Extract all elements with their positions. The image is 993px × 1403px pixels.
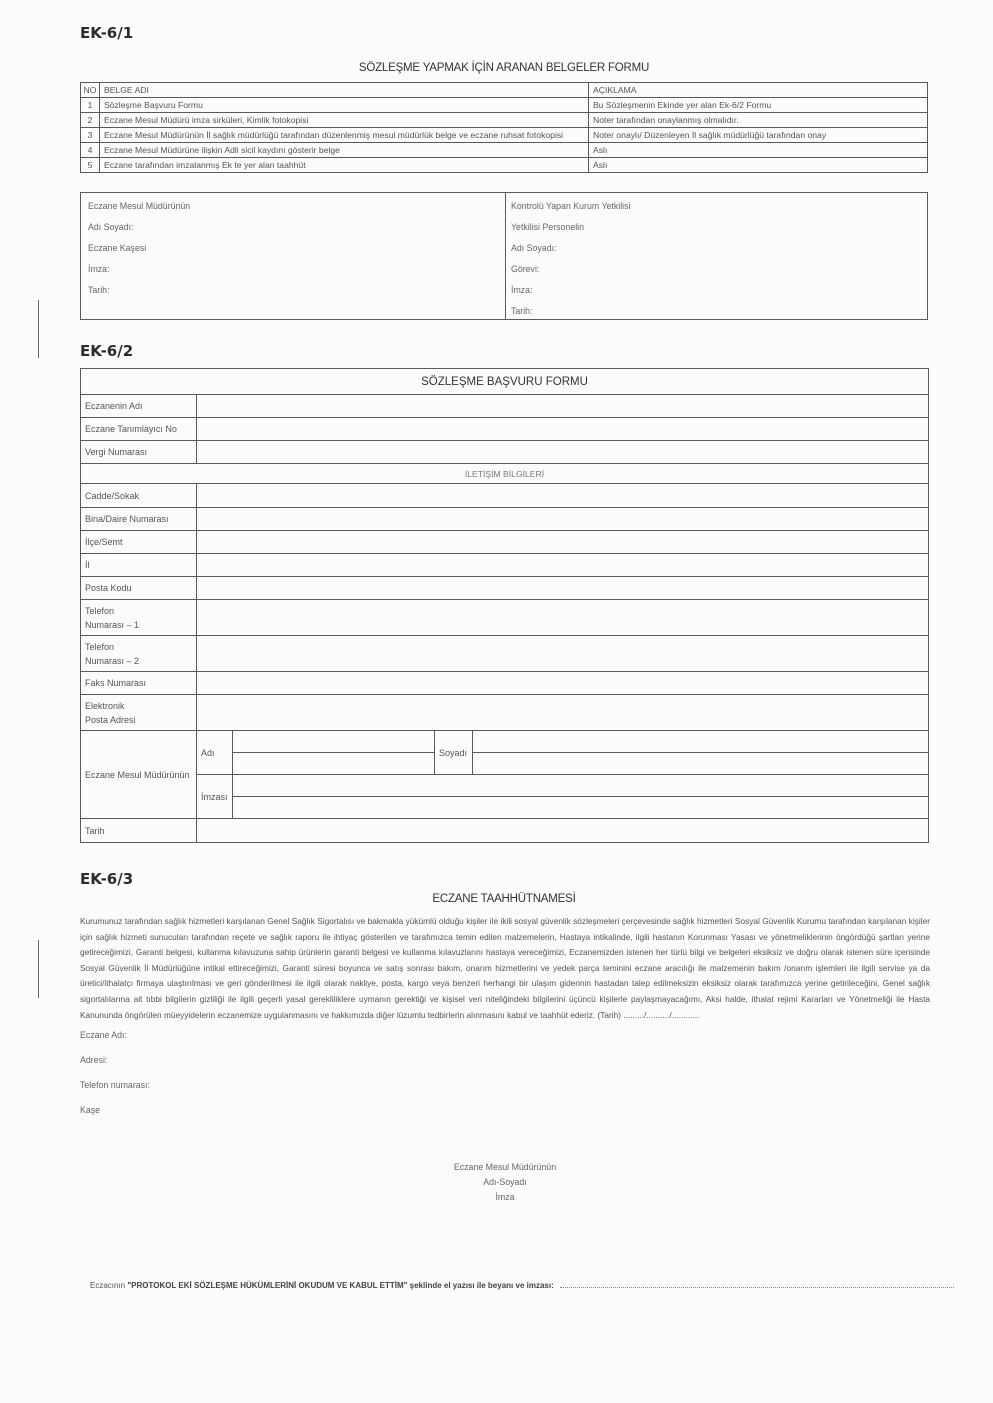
field-label: Eczane Mesul Müdürünün xyxy=(81,731,197,819)
ek1-heading: EK-6/1 xyxy=(80,24,134,42)
row-name: Eczane Mesul Müdürünün İl sağlık müdürlüğü tarafından düzenlenmiş mesul müdürlük belge ve eczane ruhsat fotokopisi xyxy=(100,128,589,143)
field-label: Eczane Tanımlayıcı No xyxy=(81,418,197,441)
application-form-table xyxy=(80,368,929,843)
field-label: Eczane Adı: xyxy=(80,1030,127,1040)
col-no: NO xyxy=(81,83,100,98)
ek3-heading: EK-6/3 xyxy=(80,870,134,888)
institution-signature-fields xyxy=(511,199,630,325)
row-no: 1 xyxy=(81,98,100,113)
documents-table xyxy=(80,82,928,173)
fax-field[interactable] xyxy=(197,672,929,695)
signature-block xyxy=(405,1160,605,1205)
street-field[interactable] xyxy=(197,484,929,508)
field-label: Tarih: xyxy=(511,306,533,316)
footer-suffix: şeklinde el yazısı ile beyanı ve imzası: xyxy=(409,1281,554,1290)
ek2-title: SÖZLEŞME BAŞVURU FORMU xyxy=(81,369,929,395)
field-label: Eczane Kaşesi xyxy=(88,243,147,253)
row-desc: Aslı xyxy=(589,158,928,173)
row-desc: Noter tarafından onaylanmış olmalıdır. xyxy=(589,113,928,128)
contact-section-title: İLETİŞİM BİLGİLERİ xyxy=(81,464,929,484)
tax-number-field[interactable] xyxy=(197,441,929,464)
signature-dotted-line[interactable] xyxy=(560,1280,954,1288)
pharmacy-id-field[interactable] xyxy=(197,418,929,441)
label-line: Posta Adresi xyxy=(85,714,136,725)
field-label: Adı Soyadı: xyxy=(511,243,557,253)
label-line: Telefon xyxy=(85,605,115,616)
field-label: İlçe/Semt xyxy=(81,531,197,554)
field-label: Tarih: xyxy=(88,285,110,295)
table-row xyxy=(81,158,928,173)
row-no: 3 xyxy=(81,128,100,143)
email-field[interactable] xyxy=(197,695,929,731)
table-row xyxy=(81,98,928,113)
col-name: BELGE ADI xyxy=(100,83,589,98)
row-no: 2 xyxy=(81,113,100,128)
field-label: Kaşe xyxy=(80,1105,101,1115)
footer-declaration xyxy=(90,1280,954,1290)
table-row xyxy=(81,128,928,143)
postal-code-field[interactable] xyxy=(197,577,929,600)
field-label: Yetkilisi Personelin xyxy=(511,222,585,232)
field-label: Eczanenin Adı xyxy=(81,395,197,418)
table-header-row xyxy=(81,83,928,98)
building-number-field[interactable] xyxy=(197,508,929,531)
field-label: Bina/Daire Numarası xyxy=(81,508,197,531)
field-label: Adresi: xyxy=(80,1055,108,1065)
field-label: İmza: xyxy=(88,264,110,274)
footer-bold: "PROTOKOL EKİ SÖZLEŞME HÜKÜMLERİNİ OKUDUM VE KABUL ETTİM" xyxy=(127,1281,408,1290)
field-label xyxy=(81,695,197,731)
row-name: Eczane tarafından imzalanmış Ek te yer alan taahhüt xyxy=(100,158,589,173)
sign-line: İmza xyxy=(495,1192,515,1202)
label-line: Numarası – 1 xyxy=(85,619,140,630)
label-line: Elektronik xyxy=(85,700,125,711)
field-label: Görevi: xyxy=(511,264,540,274)
field-label: İmza: xyxy=(511,285,533,295)
table-row xyxy=(81,113,928,128)
field-label: Eczane Mesul Müdürünün xyxy=(88,201,191,211)
signature-field-line[interactable] xyxy=(233,797,929,819)
field-label xyxy=(81,636,197,672)
row-desc: Noter onaylı/ Düzenleyen İl sağlık müdürlüğü tarafından onay xyxy=(589,128,928,143)
field-label: Adı xyxy=(197,731,233,775)
field-label: Posta Kodu xyxy=(81,577,197,600)
table-row xyxy=(81,143,928,158)
sign-line: Eczane Mesul Müdürünün xyxy=(453,1162,557,1172)
surname-field-line[interactable] xyxy=(473,753,929,775)
pharmacy-name-field[interactable] xyxy=(197,395,929,418)
field-label: Telefon numarası: xyxy=(80,1080,150,1090)
ek1-title: SÖZLEŞME YAPMAK İÇİN ARANAN BELGELER FORMU xyxy=(358,62,650,74)
field-label: Cadde/Sokak xyxy=(81,484,197,508)
field-label: Kontrolü Yapan Kurum Yetkilisi xyxy=(511,201,631,211)
ek2-heading: EK-6/2 xyxy=(80,342,134,360)
phone2-field[interactable] xyxy=(197,636,929,672)
manager-signature-fields xyxy=(88,199,190,304)
name-field-line[interactable] xyxy=(233,753,435,775)
row-no: 4 xyxy=(81,143,100,158)
control-signature-box xyxy=(80,192,928,320)
surname-field[interactable] xyxy=(473,731,929,753)
date-field[interactable] xyxy=(197,819,929,843)
province-field[interactable] xyxy=(197,554,929,577)
binding-mark xyxy=(38,300,39,358)
field-label xyxy=(81,600,197,636)
field-label: Vergi Numarası xyxy=(81,441,197,464)
row-name: Eczane Mesul Müdürü imza sirküleri, Kimlik fotokopisi xyxy=(100,113,589,128)
field-label: Adı Soyadı: xyxy=(88,222,134,232)
row-name: Eczane Mesul Müdürüne ilişkin Adli sicil kaydını gösterir belge xyxy=(100,143,589,158)
row-name: Sözleşme Başvuru Formu xyxy=(100,98,589,113)
district-field[interactable] xyxy=(197,531,929,554)
field-label: Soyadı xyxy=(435,731,473,775)
name-field[interactable] xyxy=(233,731,435,753)
phone1-field[interactable] xyxy=(197,600,929,636)
footer-prefix: Eczacının xyxy=(90,1281,126,1290)
field-label: İmzası xyxy=(197,775,233,819)
binding-mark xyxy=(38,940,39,998)
row-desc: Aslı xyxy=(589,143,928,158)
sign-line: Adı-Soyadı xyxy=(483,1177,527,1187)
field-label: İl xyxy=(81,554,197,577)
divider xyxy=(505,193,506,319)
field-label: Faks Numarası xyxy=(81,672,197,695)
col-desc: AÇIKLAMA xyxy=(589,83,928,98)
commitment-paragraph: Kurumunuz tarafından sağlık hizmetleri karşılanan Genel Sağlık Sigortalısı ve bakmakla yükümlü olduğu kişiler ile ikili sosyal güvenlik sözleşmeleri çerçevesinde sağlık hizmetleri Sosyal Güvenlik Kurumu tarafından karşılanan kişiler için sağlık hizmeti sunucuları tarafından reçete ve sağlık raporu ile ihtiyaç gösterilen ve tarafımızca temin edilen malzemelerin, Hastaya intikalinde, ilgili hastanın Korunması Yasası ve yönetmeliklerinin öngördüğü şartları yerine getireceğimizi, Garanti belgesi, kullanma kılavuzuna sahip ürünlerin garanti belgesi ve kullanma kılavuzlarını hastaya vereceğimizi, Eczanemizden istenen her türlü bilgi ve belgeleri eksiksiz ve doğru olarak istenen süre içerisinde Sosyal Güvenlik İl Müdürlüğüne intikal ettireceğimizi, Garanti süresi boyunca ve satış sonrası bakım, onarım hizmetlerini ve yedek parça teminini eczane aracılığı ile malzemenin bakım /onarım işlemleri ile ilgili servise ya da üretici/ithalatçı firmaya ulaştırılması ve geri gönderilmesi ile ilgili olarak nakliye, posta, kargo veya benzeri herhangi bir ulaşım giderinin hastadan talep edilmeksizin eksiksiz olarak tarafımızca yerine getirileceğini, Genel sağlık sigortalılarına ait tıbbi bilgilerin gizliliği ile ilgili geçerli yasal gerekliliklere uymanın gerektiği ve kişisel veri niteliğindeki bilgilerini üçüncü kişilerle paylaşmayacağımı, Aksi halde, ithalat rejimi Kararları ve Yönetmeliği ile Hasta Kanununda öngörülen müeyyidelerin eczanemize uygulanmasını ve hakkımızda diğer lüzumlu tedbirlerin alınmasını kabul ve taahhüt ederiz. (Tarih) ........./........../............ xyxy=(80,916,930,1020)
label-line: Numarası – 2 xyxy=(85,655,140,666)
ek3-title: ECZANE TAAHHÜTNAMESİ xyxy=(432,893,576,905)
field-label: Tarih xyxy=(81,819,197,843)
row-no: 5 xyxy=(81,158,100,173)
signature-field[interactable] xyxy=(233,775,929,797)
row-desc: Bu Sözleşmenin Ekinde yer alan Ek-6/2 Formu xyxy=(589,98,928,113)
label-line: Telefon xyxy=(85,641,115,652)
